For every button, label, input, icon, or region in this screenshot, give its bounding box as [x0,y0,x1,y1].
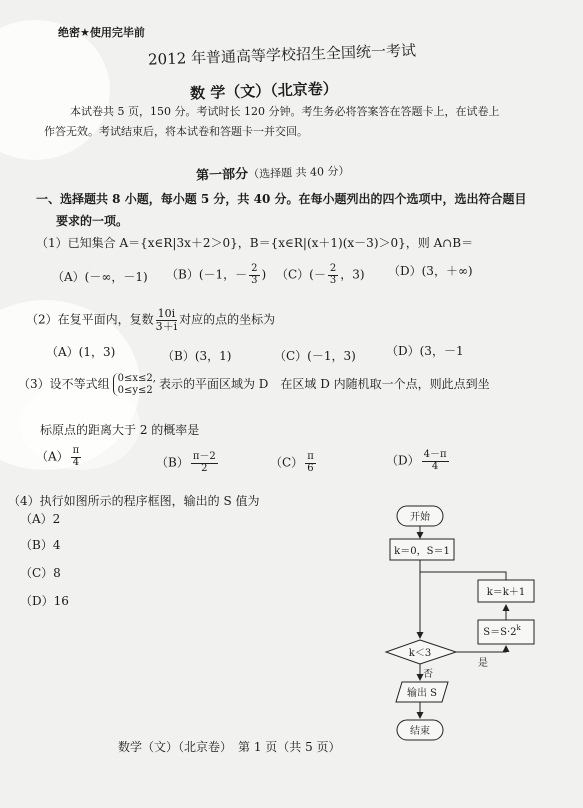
question-3-option-d: （D） $\frac{4-\pi}{4}$ [386,449,447,472]
question-1-stem: （1）已知集合 A＝{x∈R|3x＋2＞0}，B＝{x∈R|(x＋1)(x－3)＞0}，则 A∩B＝ [36,236,474,250]
question-3-option-c: （C） $\frac{\pi}{6}$ [270,451,314,474]
page-footer: 数学（文）（北京卷） 第 1 页（共 5 页） [118,740,341,754]
flowchart [380,500,560,750]
subject-title: 数 学（文）（北京卷） [189,79,339,103]
question-4-stem: （4）执行如图所示的程序框图，输出的 S 值为 [8,494,260,508]
watermark-blob [0,20,110,160]
fraction: $\frac{4-\pi}{4}$ [423,449,447,472]
fraction: $\frac{\pi-2}{2}$ [192,451,216,474]
question-1-option-a: （A）(－∞，－1) [52,270,148,284]
question-2-option-d: （D）(3，－1 [386,344,464,358]
question-2-stem [26,308,275,332]
question-2-option-a: （A）(1，3) [46,345,116,359]
stem-text: （3）设不等式组 [18,377,110,391]
fraction: $\frac{\pi}{6}$ [307,451,314,474]
flowchart-init-label: k＝0，S＝1 [394,546,450,557]
notice-line-2: 作答无效。考试结束后，将本试卷和答题卡一并交回。 [44,125,308,138]
question-4-option-a: （A）2 [20,512,61,526]
exam-title: 2012 年普通高等学校招生全国统一考试 [147,41,417,69]
flowchart-yes-label: 是 [478,658,488,669]
option-text: （B）(－1，－ [166,267,248,282]
question-3-stem-line-2: 标原点的距离大于 2 的概率是 [40,423,200,437]
question-2-option-c: （C）(－1，3) [274,349,356,363]
stem-text: （2）在复平面内，复数 [26,312,154,327]
question-3-stem [18,373,490,396]
fraction: $\frac{10i}{3+i}$ [155,307,178,333]
option-text: ) [261,267,267,282]
inequality-system: 0≤x≤2, 0≤y≤2 [113,373,156,396]
question-1-option-c [276,264,365,286]
flowchart-update-s-label: $S=S\cdot 2^k$ [483,624,521,638]
question-4-option-c: （C）8 [20,566,61,580]
flowchart-output-label: 输出 S [406,688,438,699]
stem-text: 对应的点的坐标为 [179,312,276,327]
question-2-option-b: （B）(3，1) [162,349,232,363]
question-3-option-b: （B） $\frac{\pi-2}{2}$ [156,451,216,474]
flowchart-start-label: 开始 [410,512,430,523]
fraction: $\frac{2}{3}$ [329,263,337,286]
flowchart-update-k-label: k＝k＋1 [486,587,526,598]
question-3-option-a: （A） $\frac{\pi}{4}$ [36,445,80,468]
option-text: ，3) [340,267,365,282]
section-instruction-line-2: 要求的一项。 [56,214,129,228]
fraction: $\frac{\pi}{4}$ [72,445,80,468]
secret-label: 绝密★使用完毕前 [58,26,145,39]
flowchart-no-label: 否 [423,669,433,680]
part-title [196,159,350,183]
flowchart-end-label: 结束 [410,726,430,737]
notice-line-1: 本试卷共 5 页，150 分。考试时长 120 分钟。考生务必将答案答在答题卡上，在试卷上 [70,105,500,118]
question-4-option-d: （D）16 [20,594,69,608]
question-1-option-b [166,264,266,286]
part-name: 第一部分 [195,166,249,184]
flowchart-condition-label: k＜3 [408,648,432,659]
question-1-option-d: （D）(3，＋∞) [388,264,473,278]
section-instruction-line-1: 一、选择题共 8 小题，每小题 5 分，共 40 分。在每小题列出的四个选项中，选出符合题目 [36,192,527,206]
part-detail: （选择题 共 40 分） [247,164,350,181]
option-text: （C）(－ [276,267,326,282]
stem-text: 表示的平面区域为 D 在区域 D 内随机取一个点，则此点到坐 [158,377,490,391]
fraction: $\frac{2}{3}$ [251,263,258,286]
question-4-option-b: （B）4 [20,538,61,552]
